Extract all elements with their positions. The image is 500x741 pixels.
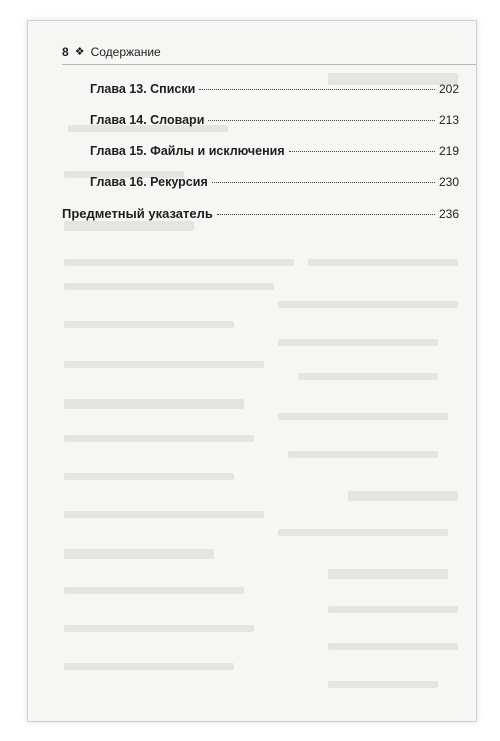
toc-entry-title: Глава 14. Словари [90, 113, 205, 127]
toc-entry-chapter-14[interactable] [90, 113, 459, 127]
toc-entry-chapter-13[interactable] [90, 82, 459, 96]
toc-entry-title: Глава 16. Рекурсия [90, 175, 208, 189]
toc-entry-page: 219 [438, 144, 459, 158]
toc-entry-title: Предметный указатель [62, 206, 213, 221]
toc-entry-title: Глава 15. Файлы и исключения [90, 144, 285, 158]
toc-entry-page: 230 [438, 175, 459, 189]
header-rule [62, 64, 476, 65]
toc-entry-title: Глава 13. Списки [90, 82, 196, 96]
toc-entry-index[interactable] [62, 206, 459, 221]
running-header [62, 45, 161, 59]
toc-entry-chapter-15[interactable] [90, 144, 459, 158]
dot-leader [212, 182, 435, 183]
dot-leader [208, 120, 435, 121]
dot-leader [289, 151, 435, 152]
diamond-ornament-icon: ❖ [74, 45, 85, 58]
dot-leader [199, 89, 435, 90]
dot-leader [217, 214, 435, 215]
toc-entry-page: 236 [438, 207, 459, 221]
toc-entry-page: 202 [438, 82, 459, 96]
section-title: Содержание [90, 45, 161, 59]
page-number: 8 [62, 45, 69, 59]
book-page [27, 20, 477, 722]
toc-entry-chapter-16[interactable] [90, 175, 459, 189]
toc-entry-page: 213 [438, 113, 459, 127]
